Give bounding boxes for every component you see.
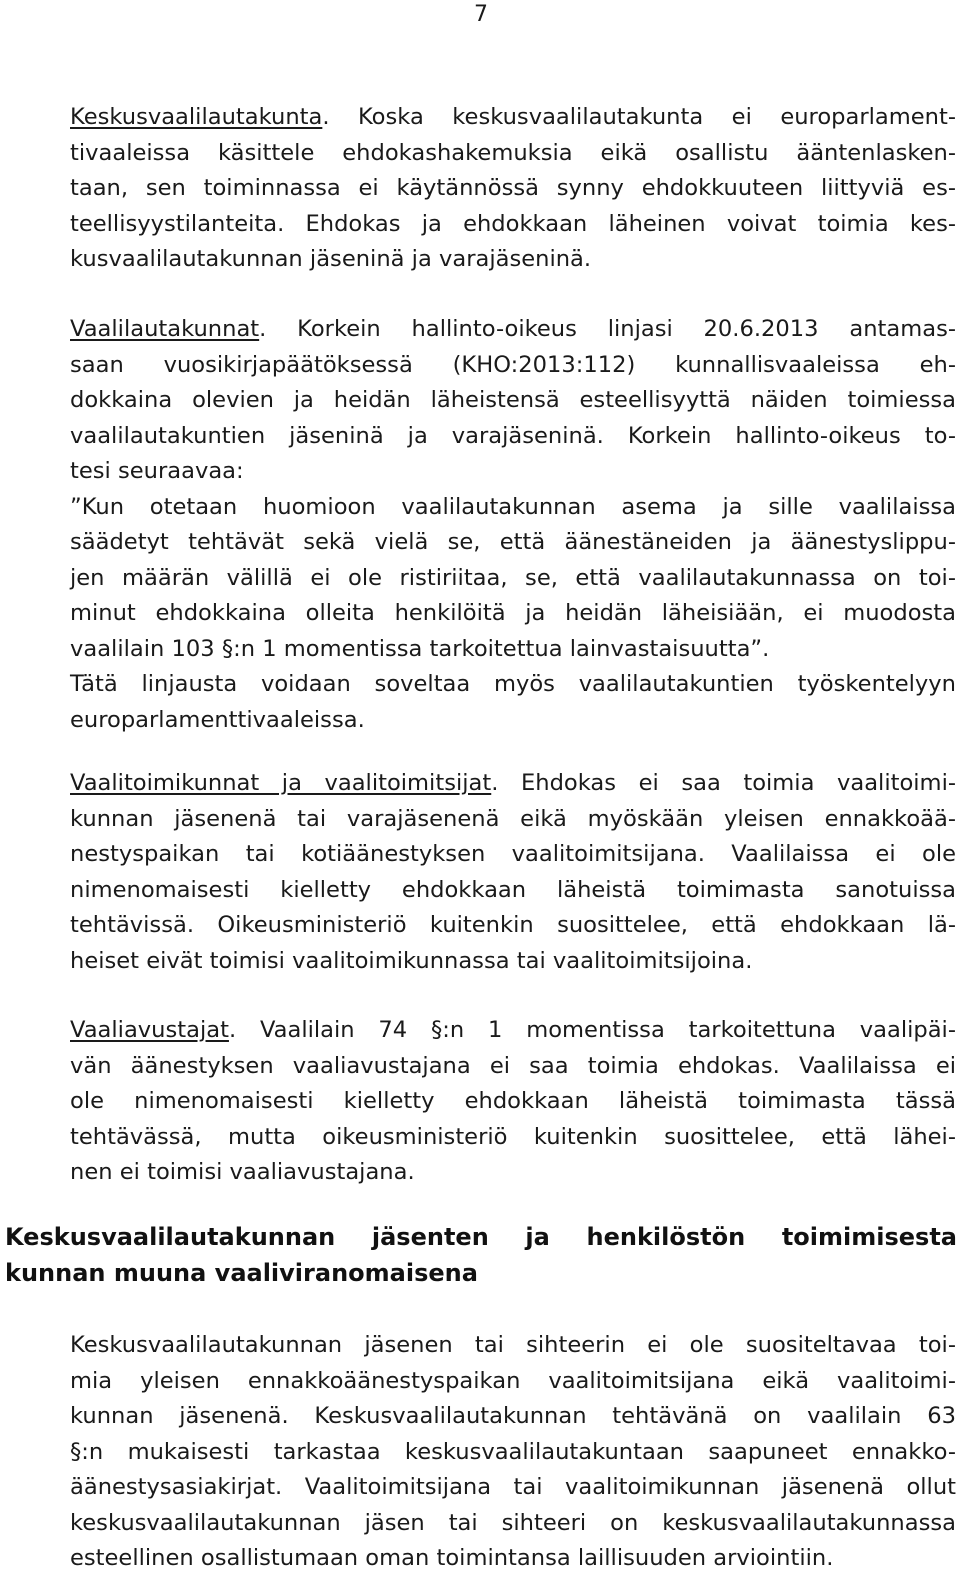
heading-line: kunnan muuna vaaliviranomaisena <box>5 1259 478 1287</box>
quote-line: säädetyt tehtävät sekä vielä se, että äänestäneiden ja äänestyslippu- <box>70 529 956 555</box>
text-line: mia yleisen ennakkoäänestyspaikan vaalitoimitsijana eikä vaalitoimi- <box>70 1367 956 1394</box>
section-label-link: Keskusvaalilautakunta <box>70 104 323 130</box>
section-label-link: Vaaliavustajat <box>70 1017 229 1043</box>
text-line: kunnan jäsenenä. Keskusvaalilautakunnan tehtävänä on vaalilain 63 <box>70 1403 956 1429</box>
paragraph-vaaliavustajat <box>70 1013 956 1191</box>
text-line: Tätä linjausta voidaan soveltaa myös vaalilautakuntien työskentelyyn <box>70 671 956 697</box>
page-number: 7 <box>474 2 488 27</box>
quote-line: minut ehdokkaina olleita henkilöitä ja heidän läheisiään, ei muodosta <box>70 600 956 626</box>
text-line: nimenomaisesti kielletty ehdokkaan läheistä toimimasta sanotuissa <box>70 876 956 903</box>
text-line: §:n mukaisesti tarkastaa keskusvaalilautakuntaan saapuneet ennakko- <box>70 1438 956 1465</box>
text-line: Vaalilautakunnat. Korkein hallinto-oikeus linjasi 20.6.2013 antamas- <box>70 316 956 342</box>
text-line: äänestysasiakirjat. Vaalitoimitsijana tai vaalitoimikunnan jäsenenä ollut <box>70 1474 956 1500</box>
text-line: Vaaliavustajat. Vaalilain 74 §:n 1 momentissa tarkoitettuna vaalipäi- <box>70 1017 956 1043</box>
paragraph-vaalitoimikunnat <box>70 766 956 979</box>
quote-line: ”Kun otetaan huomioon vaalilautakunnan asema ja sille vaalilaissa <box>70 493 956 520</box>
text-line: nen ei toimisi vaaliavustajana. <box>70 1159 415 1185</box>
text-line: esteellinen osallistumaan oman toimintansa laillisuuden arviointiin. <box>70 1545 834 1571</box>
text-line: saan vuosikirjapäätöksessä (KHO:2013:112) kunnallisvaaleissa eh- <box>70 351 956 378</box>
text-line: taan, sen toiminnassa ei käytännössä synny ehdokkuuteen liittyviä es- <box>70 175 956 201</box>
heading-line: Keskusvaalilautakunnan jäsenten ja henkilöstön toimimisesta <box>5 1223 957 1251</box>
text-line: kusvaalilautakunnan jäseninä ja varajäseninä. <box>70 246 592 272</box>
text-line: dokkaina olevien ja heidän läheistensä esteellisyyttä näiden toimiessa <box>70 387 956 413</box>
quote-line: vaalilain 103 §:n 1 momentissa tarkoitettua lainvastaisuutta”. <box>70 635 770 662</box>
text-line: Vaalitoimikunnat ja vaalitoimitsijat. Ehdokas ei saa toimia vaalitoimi- <box>70 770 956 796</box>
paragraph-keskusvaalilautakunnan-jasen <box>70 1328 956 1577</box>
text-line: teellisyystilanteita. Ehdokas ja ehdokkaan läheinen voivat toimia kes- <box>70 210 956 237</box>
paragraph-keskusvaalilautakunta <box>70 100 956 278</box>
text-line: Keskusvaalilautakunta. Koska keskusvaalilautakunta ei europarlament- <box>70 104 956 130</box>
text-line: tehtävässä, mutta oikeusministeriö kuitenkin suosittelee, että lähei- <box>70 1123 956 1150</box>
text-line: tesi seuraavaa: <box>70 458 244 484</box>
section-label-link: Vaalitoimikunnat ja vaalitoimitsijat <box>70 770 492 796</box>
text-line: keskusvaalilautakunnan jäsen tai sihteeri on keskusvaalilautakunnassa <box>70 1509 956 1536</box>
text-line: ole nimenomaisesti kielletty ehdokkaan läheistä toimimasta tässä <box>70 1088 956 1114</box>
text-line: Keskusvaalilautakunnan jäsenen tai sihteerin ei ole suositeltavaa toi- <box>70 1332 956 1358</box>
quote-line: jen määrän välillä ei ole ristiriitaa, se, että vaalilautakunnassa on toi- <box>70 564 956 591</box>
text-line: tehtävissä. Oikeusministeriö kuitenkin suosittelee, että ehdokkaan lä- <box>70 912 956 938</box>
text-line: vaalilautakuntien jäseninä ja varajäseninä. Korkein hallinto-oikeus to- <box>70 422 956 449</box>
paragraph-vaalilautakunnat <box>70 312 956 738</box>
text-line: heiset eivät toimisi vaalitoimikunnassa tai vaalitoimitsijoina. <box>70 947 753 974</box>
text-line: kunnan jäsenenä tai varajäsenenä eikä myöskään yleisen ennakkoää- <box>70 805 956 832</box>
section-heading <box>5 1219 957 1291</box>
text-line: europarlamenttivaaleissa. <box>70 706 365 733</box>
text-line: vän äänestyksen vaaliavustajana ei saa toimia ehdokas. Vaalilaissa ei <box>70 1052 956 1079</box>
text-line: nestyspaikan tai kotiäänestyksen vaalitoimitsijana. Vaalilaissa ei ole <box>70 841 956 867</box>
text-line: tivaaleissa käsittele ehdokashakemuksia eikä osallistu ääntenlasken- <box>70 139 956 166</box>
section-label-link: Vaalilautakunnat <box>70 316 260 342</box>
